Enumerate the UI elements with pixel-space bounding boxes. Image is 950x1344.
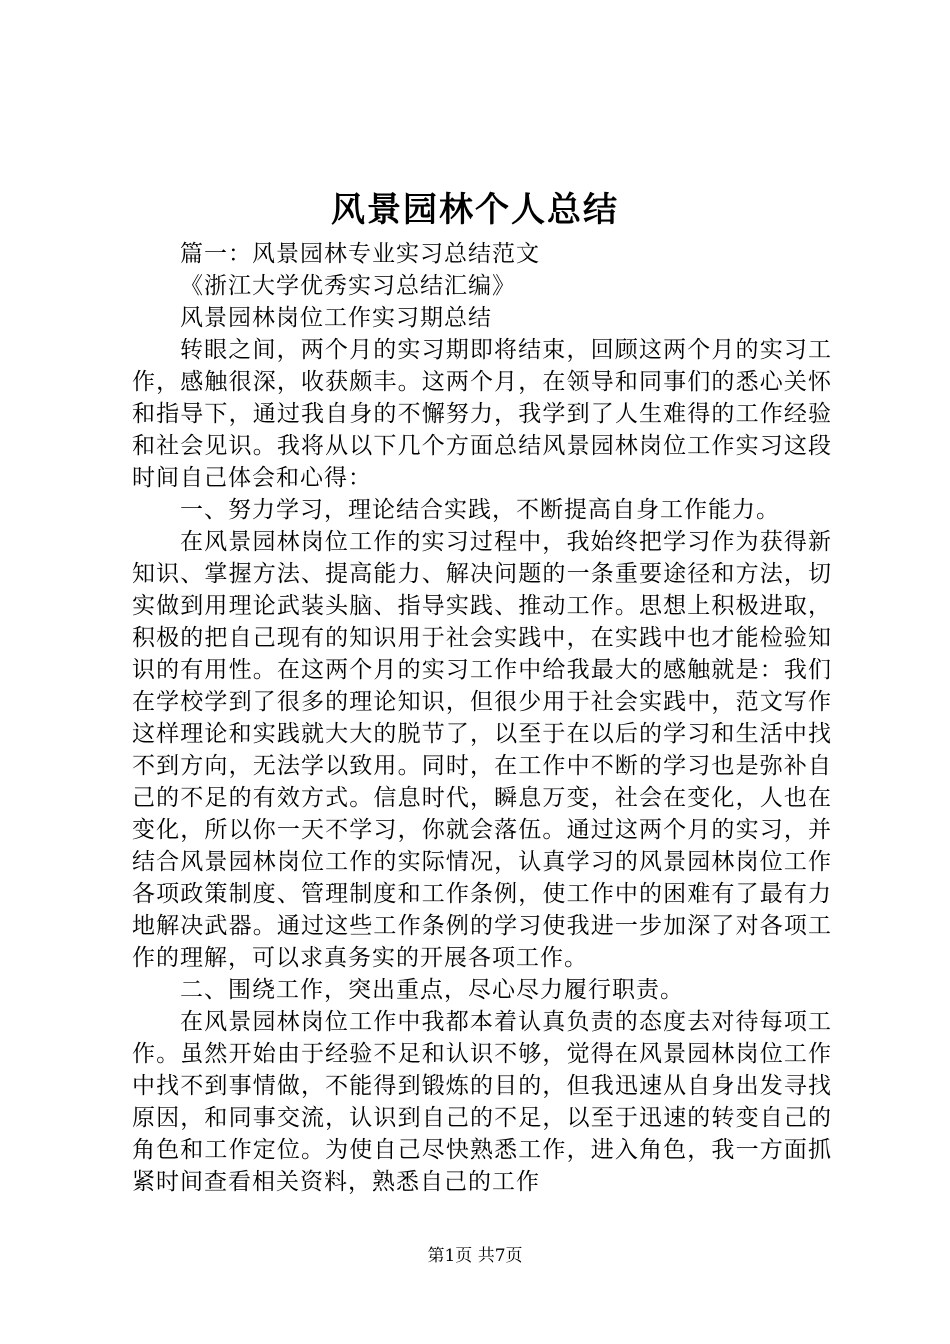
paragraph: 转眼之间，两个月的实习期即将结束，回顾这两个月的实习工作，感触很深，收获颇丰。这两个月，在领导和同事们的悉心关怀和指导下，通过我自身的不懈努力，我学到了人生难得的工作经验和社会见识。我将从以下几个方面总结风景园林岗位工作实习这段时间自己体会和心得：: [132, 337, 832, 491]
paragraph: 篇一：风景园林专业实习总结范文: [180, 241, 540, 267]
page-number-footer: 第1页 共7页: [427, 1246, 523, 1266]
document-title: 风景园林个人总结: [331, 190, 619, 230]
document-body: [132, 238, 832, 1198]
paragraph: 《浙江大学优秀实习总结汇编》: [180, 273, 516, 299]
paragraph: 在风景园林岗位工作中我都本着认真负责的态度去对待每项工作。虽然开始由于经验不足和认识不够，觉得在风景园林岗位工作中找不到事情做，不能得到锻炼的目的，但我迅速从自身出发寻找原因，和同事交流，认识到自己的不足，以至于迅速的转变自己的角色和工作定位。为使自己尽快熟悉工作，进入角色，我一方面抓紧时间查看相关资料，熟悉自己的工作: [132, 1009, 832, 1195]
paragraph: 一、努力学习，理论结合实践，不断提高自身工作能力。: [180, 497, 780, 523]
paragraph: 二、围绕工作，突出重点，尽心尽力履行职责。: [180, 977, 684, 1003]
paragraph: 在风景园林岗位工作的实习过程中，我始终把学习作为获得新知识、掌握方法、提高能力、解决问题的一条重要途径和方法，切实做到用理论武装头脑、指导实践、推动工作。思想上积极进取，积极的把自己现有的知识用于社会实践中，在实践中也才能检验知识的有用性。在这两个月的实习工作中给我最大的感触就是：我们在学校学到了很多的理论知识，但很少用于社会实践中，范文写作这样理论和实践就大大的脱节了，以至于在以后的学习和生活中找不到方向，无法学以致用。同时，在工作中不断的学习也是弥补自己的不足的有效方式。信息时代，瞬息万变，社会在变化，人也在变化，所以你一天不学习，你就会落伍。通过这两个月的实习，并结合风景园林岗位工作的实际情况，认真学习的风景园林岗位工作各项政策制度、管理制度和工作条例，使工作中的困难有了最有力地解决武器。通过这些工作条例的学习使我进一步加深了对各项工作的理解，可以求真务实的开展各项工作。: [132, 529, 832, 971]
paragraph: 风景园林岗位工作实习期总结: [180, 305, 492, 331]
